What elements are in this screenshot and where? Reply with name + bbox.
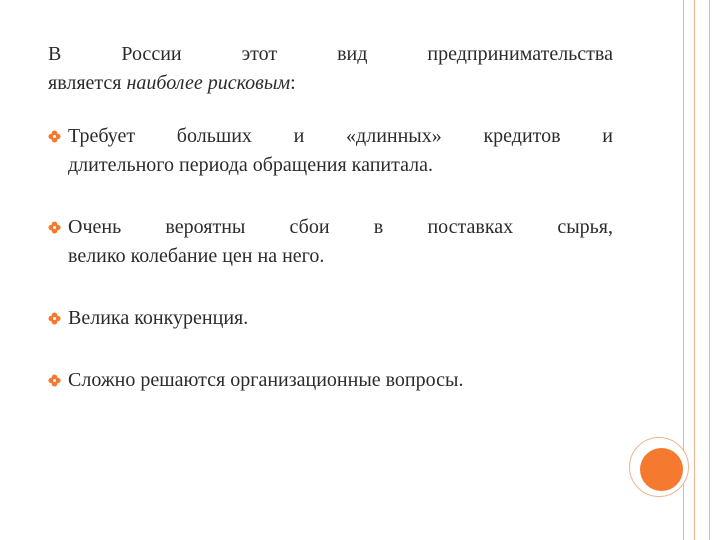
intro-line-1: [48, 40, 613, 69]
intro-word: предпринимательства: [427, 43, 613, 65]
decorative-line: [709, 0, 710, 540]
bullet-line: Очень вероятны сбои в поставках сырья,: [68, 216, 613, 238]
intro-suffix: :: [290, 72, 296, 94]
flower-bullet-icon: [48, 221, 61, 234]
slide-content: [48, 40, 613, 428]
bullet-item: [48, 366, 613, 395]
intro-word: вид: [337, 43, 368, 65]
intro-paragraph: [48, 40, 613, 98]
decorative-circle: [640, 448, 683, 491]
bullet-item: [48, 122, 613, 180]
bullet-text: [68, 122, 613, 180]
bullet-item: [48, 304, 613, 333]
intro-word: России: [121, 43, 182, 65]
intro-emphasis: наиболее рисковым: [126, 72, 291, 94]
bullet-text: Сложно решаются организационные вопросы.: [68, 369, 464, 391]
flower-bullet-icon: [48, 312, 61, 325]
intro-word: В: [48, 43, 62, 65]
intro-line-2: [48, 69, 613, 98]
flower-bullet-icon: [48, 130, 61, 143]
bullet-list: [48, 122, 613, 395]
flower-bullet-icon: [48, 374, 61, 387]
intro-word: этот: [241, 43, 278, 65]
bullet-text: [68, 213, 613, 271]
bullet-line: Требует больших и «длинных» кредитов и: [68, 125, 613, 147]
intro-prefix: является: [48, 72, 122, 94]
bullet-item: [48, 213, 613, 271]
decorative-line: [694, 0, 695, 540]
bullet-line: длительного периода обращения капитала.: [68, 154, 434, 176]
bullet-line: велико колебание цен на него.: [68, 245, 325, 267]
bullet-text: Велика конкуренция.: [68, 307, 249, 329]
